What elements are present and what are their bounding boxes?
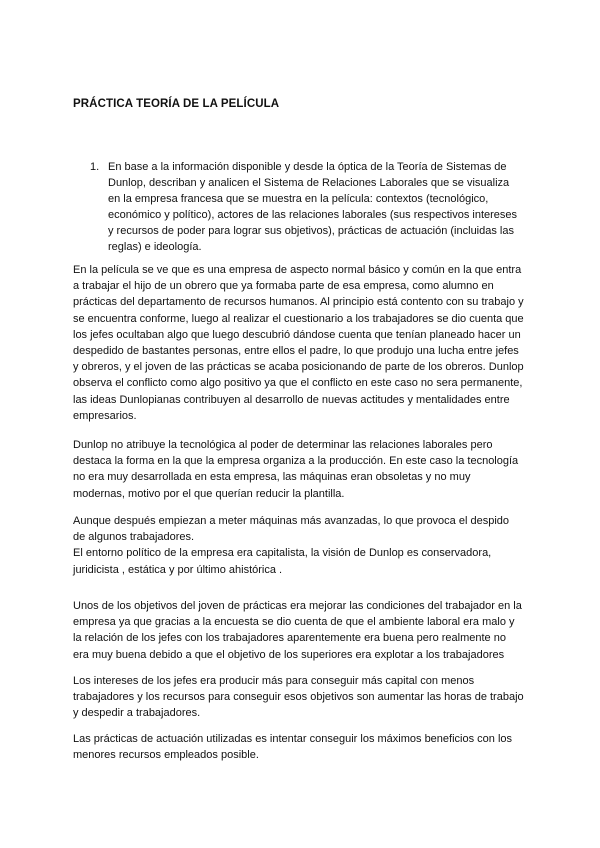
paragraph-line: era muy buena debido a que el objetivo de los superiores era explotar a los trabajadores — [73, 648, 505, 661]
question-line: En base a la información disponible y desde la óptica de la Teoría de Sistemas de — [108, 161, 507, 173]
paragraph-line: observa el conflicto como algo positivo ya que el conflicto en este caso no sera permanente, — [73, 377, 523, 390]
paragraph-line: En la película se ve que es una empresa de aspecto normal básico y común en la que entra — [73, 264, 522, 276]
paragraph-context — [73, 262, 533, 424]
question-line: y recursos de poder para lograr sus objetivos), prácticas de actuación (incluidas las — [108, 225, 514, 237]
question-line: reglas) e ideología. — [108, 241, 202, 253]
paragraph-line: modernas, motivo por el que querían reducir la plantilla. — [73, 487, 345, 500]
paragraph-line: menores recursos empleados posible. — [73, 749, 259, 762]
paragraph-line: Dunlop no atribuye la tecnológica al poder de determinar las relaciones laborales pero — [73, 439, 493, 451]
paragraph-line: empresarios. — [73, 409, 137, 422]
paragraph-line: se encuentra conforme, luego al realizar el cuestionario a los trabajadores se dio cuenta que — [73, 312, 524, 325]
paragraph-line: de algunos trabajadores. — [73, 531, 195, 544]
paragraph-interests — [73, 673, 533, 722]
paragraph-objectives — [73, 598, 533, 663]
paragraph-line: Los intereses de los jefes era producir más para conseguir más capital con menos — [73, 675, 475, 687]
question-line: en la empresa francesa que se muestra en la película: contextos (tecnológico, — [108, 193, 489, 205]
paragraph-line: despedido de bastantes personas, entre ellos el padre, lo que produjo una lucha entre jefes — [73, 345, 519, 358]
paragraph-line: juridicista , estática y por último ahistórica . — [73, 563, 283, 576]
paragraph-line: Aunque después empiezan a meter máquinas más avanzadas, lo que provoca el despido — [73, 515, 509, 527]
paragraph-line: Las prácticas de actuación utilizadas es intentar conseguir los máximos beneficios con los — [73, 733, 513, 745]
paragraph-line: prácticas del departamento de recursos humanos. Al principio está contento con su trabajo y — [73, 296, 524, 309]
paragraph-line: los jefes ocultaban algo que luego descubrió dándose cuenta que tenían planeado hacer un — [73, 328, 521, 341]
paragraph-politics — [73, 513, 533, 578]
paragraph-line: las ideas Dunlopianas contribuyen al desarrollo de nuevas actitudes y mentalidades entre — [73, 393, 510, 406]
question-number: 1. — [90, 161, 100, 173]
paragraph-line: destaca la forma en la que la empresa organiza a la producción. En este caso la tecnología — [73, 455, 519, 468]
paragraph-line: y obreros, y el joven de las prácticas se acaba posicionando de parte de los obreros. Dunlop — [73, 361, 524, 374]
paragraph-practices — [73, 731, 533, 763]
document-title: PRÁCTICA TEORÍA DE LA PELÍCULA — [73, 98, 280, 110]
paragraph-line: empresa ya que gracias a la encuesta se dio cuenta de que el ambiente laboral era malo y — [73, 616, 515, 629]
paragraph-line: Unos de los objetivos del joven de prácticas era mejorar las condiciones del trabajador en la — [73, 600, 522, 612]
paragraph-line: El entorno político de la empresa era capitalista, la visión de Dunlop es conservadora, — [73, 547, 492, 560]
paragraph-technology — [73, 437, 533, 502]
paragraph-line: la relación de los jefes con los trabajadores aparentemente era buena pero realmente no — [73, 632, 506, 645]
paragraph-line: no era muy desarrollada en esta empresa, las máquinas eran obsoletas y no muy — [73, 471, 471, 484]
paragraph-line: trabajadores y los recursos para conseguir esos objetivos son aumentar las horas de trabajo — [73, 691, 524, 704]
question-line: Dunlop, describan y analicen el Sistema de Relaciones Laborales que se visualiza — [108, 177, 510, 189]
question-line: económico y político), actores de las relaciones laborales (sus respectivos intereses — [108, 209, 518, 221]
question-text — [108, 159, 528, 255]
paragraph-line: a trabajar el hijo de un obrero que ya formaba parte de esa empresa, como alumno en — [73, 280, 494, 293]
paragraph-line: y despedir a trabajadores. — [73, 707, 201, 720]
